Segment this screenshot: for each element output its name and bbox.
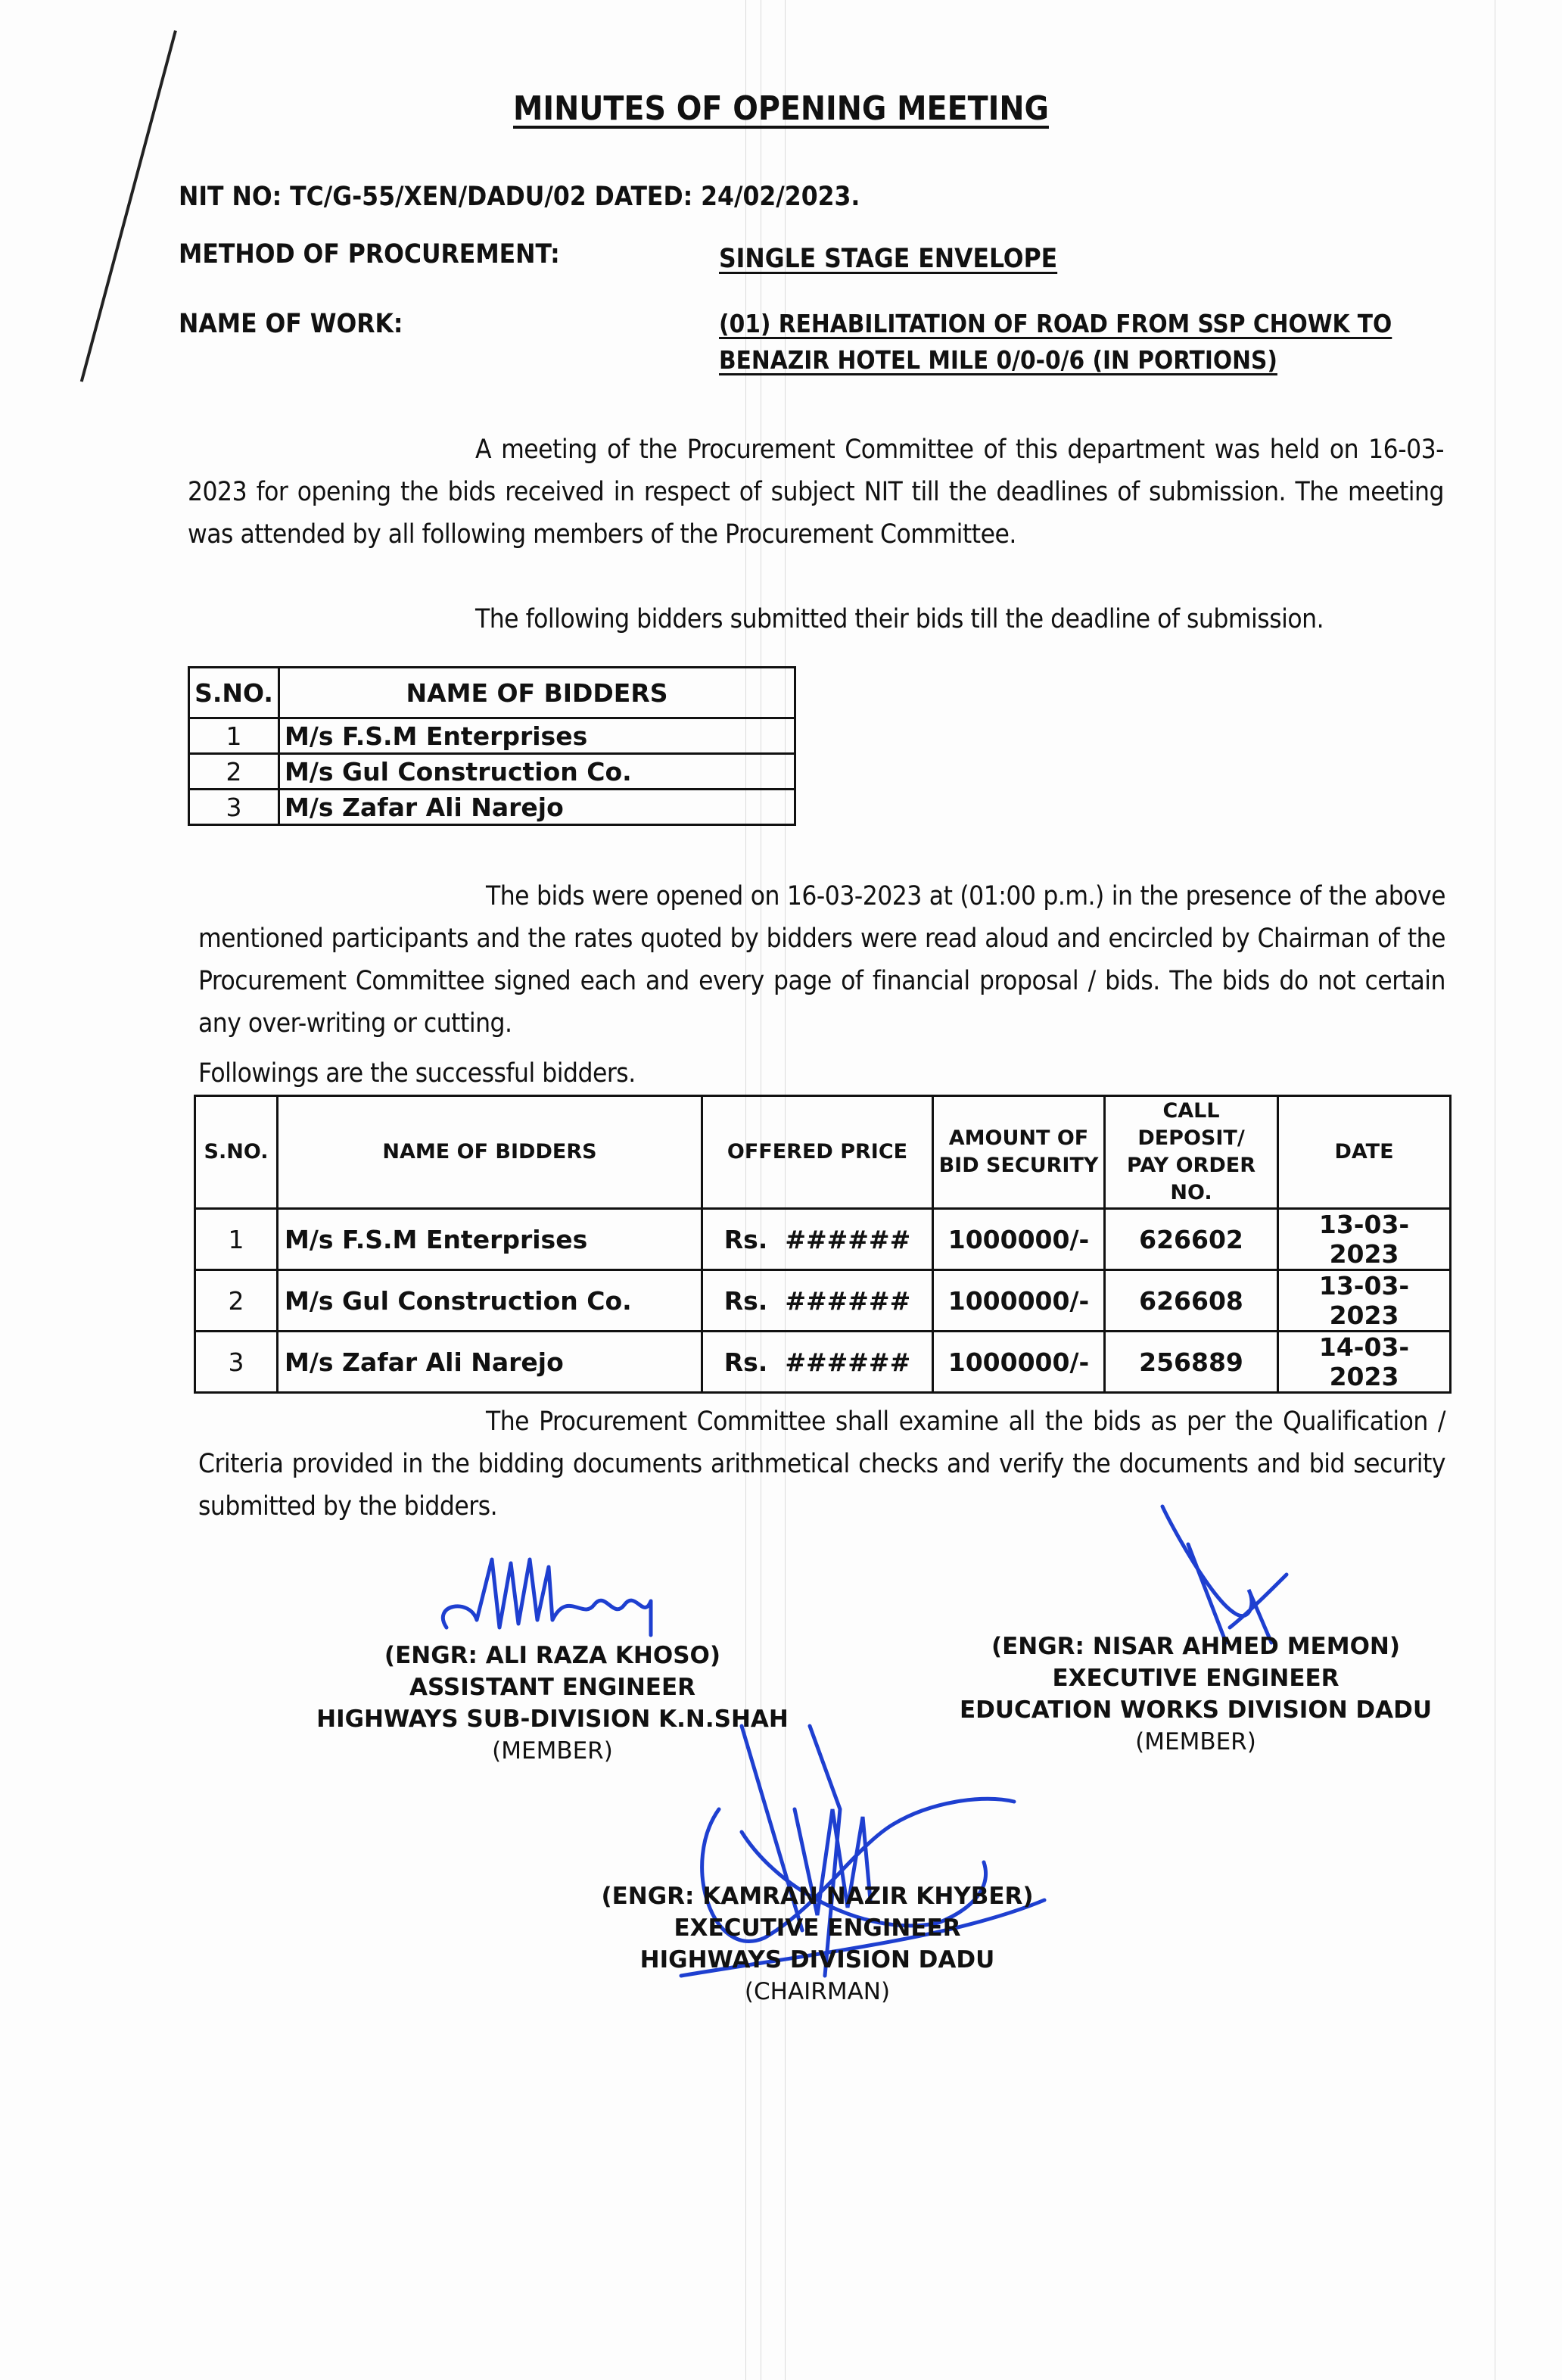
cell-sno: 2 — [189, 754, 279, 790]
work-value-line2: BENAZIR HOTEL MILE 0/0-0/6 (IN PORTIONS) — [719, 345, 1277, 375]
table-header-row — [195, 1096, 1451, 1209]
nit-number: NIT NO: TC/G-55/XEN/DADU/02 DATED: 24/02/2023. — [179, 182, 860, 212]
successful-intro: Followings are the successful bidders. — [198, 1058, 636, 1089]
table-row — [195, 1209, 1451, 1270]
table-row — [189, 754, 795, 790]
cell-bid-security: 1000000/- — [933, 1270, 1105, 1332]
signatory-designation: ASSISTANT ENGINEER — [409, 1674, 695, 1701]
meeting-paragraph: A meeting of the Procurement Committee of this department was held on 16-03-2023 for opening the bids received in respect of subject NIT till the deadlines of submission. The meeting was attended by all following members of the Procurement Committee. — [188, 435, 1444, 550]
signatory-office: EDUCATION WORKS DIVISION DADU — [959, 1696, 1433, 1724]
cell-name: M/s Gul Construction Co. — [279, 754, 795, 790]
cell-sno: 1 — [195, 1209, 278, 1270]
cell-offered-price: Rs. ###### — [702, 1270, 933, 1332]
cell-sno: 3 — [189, 790, 279, 825]
cell-date: 14-03-2023 — [1278, 1332, 1451, 1393]
table-row — [195, 1270, 1451, 1332]
cell-name: M/s F.S.M Enterprises — [279, 718, 795, 754]
signatory-role: (CHAIRMAN) — [744, 1978, 891, 2005]
cell-date: 13-03-2023 — [1278, 1270, 1451, 1332]
table-row — [189, 718, 795, 754]
signature-ali-raza-khoso — [424, 1544, 681, 1650]
cell-offered-price: Rs. ###### — [702, 1332, 933, 1393]
signatory-designation: EXECUTIVE ENGINEER — [1052, 1665, 1340, 1692]
header-offered-price: OFFERED PRICE — [702, 1096, 933, 1209]
cell-offered-price: Rs. ###### — [702, 1209, 933, 1270]
examination-paragraph: The Procurement Committee shall examine all the bids as per the Qualification / Criteria provided in the bidding documents arithmetical checks and verify the documents and bid security submitted by the bidders. — [198, 1407, 1445, 1522]
header-name: NAME OF BIDDERS — [279, 668, 795, 718]
signatory-name: (ENGR: NISAR AHMED MEMON) — [991, 1633, 1401, 1660]
cell-name: M/s Gul Construction Co. — [278, 1270, 702, 1332]
cell-name: M/s Zafar Ali Narejo — [278, 1332, 702, 1393]
cell-pay-order: 626608 — [1105, 1270, 1278, 1332]
pen-stroke-mark — [80, 30, 177, 382]
signatory-name: (ENGR: ALI RAZA KHOSO) — [384, 1642, 721, 1669]
cell-pay-order: 626602 — [1105, 1209, 1278, 1270]
header-sno: S.NO. — [195, 1096, 278, 1209]
table-header-row — [189, 668, 795, 718]
cell-pay-order: 256889 — [1105, 1332, 1278, 1393]
bidders-table — [188, 666, 796, 826]
signatory-designation: EXECUTIVE ENGINEER — [674, 1914, 961, 1942]
table-row — [189, 790, 795, 825]
opening-paragraph: The bids were opened on 16-03-2023 at (01:00 p.m.) in the presence of the above mentioned participants and the rates quoted by bidders were read aloud and encircled by Chairman of the Procurement Committee signed each and every page of financial proposal / bids. The bids do not certain any over-writing or cutting. — [198, 881, 1445, 1039]
work-value-line1: (01) REHABILITATION OF ROAD FROM SSP CHOWK TO — [719, 309, 1392, 338]
cell-sno: 2 — [195, 1270, 278, 1332]
cell-date: 13-03-2023 — [1278, 1209, 1451, 1270]
work-label: NAME OF WORK: — [179, 309, 403, 339]
signatory-block-member-1 — [265, 1640, 840, 1767]
header-date: DATE — [1278, 1096, 1451, 1209]
page-title: MINUTES OF OPENING MEETING — [513, 89, 1049, 128]
header-pay-order: CALL DEPOSIT/ PAY ORDER NO. — [1105, 1096, 1278, 1209]
signatory-office: HIGHWAYS DIVISION DADU — [639, 1946, 995, 1973]
method-value: SINGLE STAGE ENVELOPE — [719, 244, 1058, 274]
signatory-role: (MEMBER) — [492, 1737, 613, 1765]
signatory-block-chairman — [545, 1880, 1090, 2008]
header-name: NAME OF BIDDERS — [278, 1096, 702, 1209]
cell-bid-security: 1000000/- — [933, 1332, 1105, 1393]
signature-nisar-ahmed-memon — [1158, 1499, 1309, 1650]
signatory-role: (MEMBER) — [1135, 1728, 1256, 1755]
method-label: METHOD OF PROCUREMENT: — [179, 239, 560, 269]
table-row — [195, 1332, 1451, 1393]
cell-bid-security: 1000000/- — [933, 1209, 1105, 1270]
cell-sno: 3 — [195, 1332, 278, 1393]
signatory-name: (ENGR: KAMRAN NAZIR KHYBER) — [601, 1883, 1034, 1910]
signatory-block-member-2 — [931, 1631, 1461, 1758]
header-bid-security: AMOUNT OF BID SECURITY — [933, 1096, 1105, 1209]
bidders-intro: The following bidders submitted their bids till the deadline of submission. — [475, 604, 1324, 634]
signatory-office: HIGHWAYS SUB-DIVISION K.N.SHAH — [316, 1706, 789, 1733]
header-sno: S.NO. — [189, 668, 279, 718]
cell-name: M/s Zafar Ali Narejo — [279, 790, 795, 825]
cell-name: M/s F.S.M Enterprises — [278, 1209, 702, 1270]
cell-sno: 1 — [189, 718, 279, 754]
successful-bidders-table — [194, 1095, 1452, 1394]
